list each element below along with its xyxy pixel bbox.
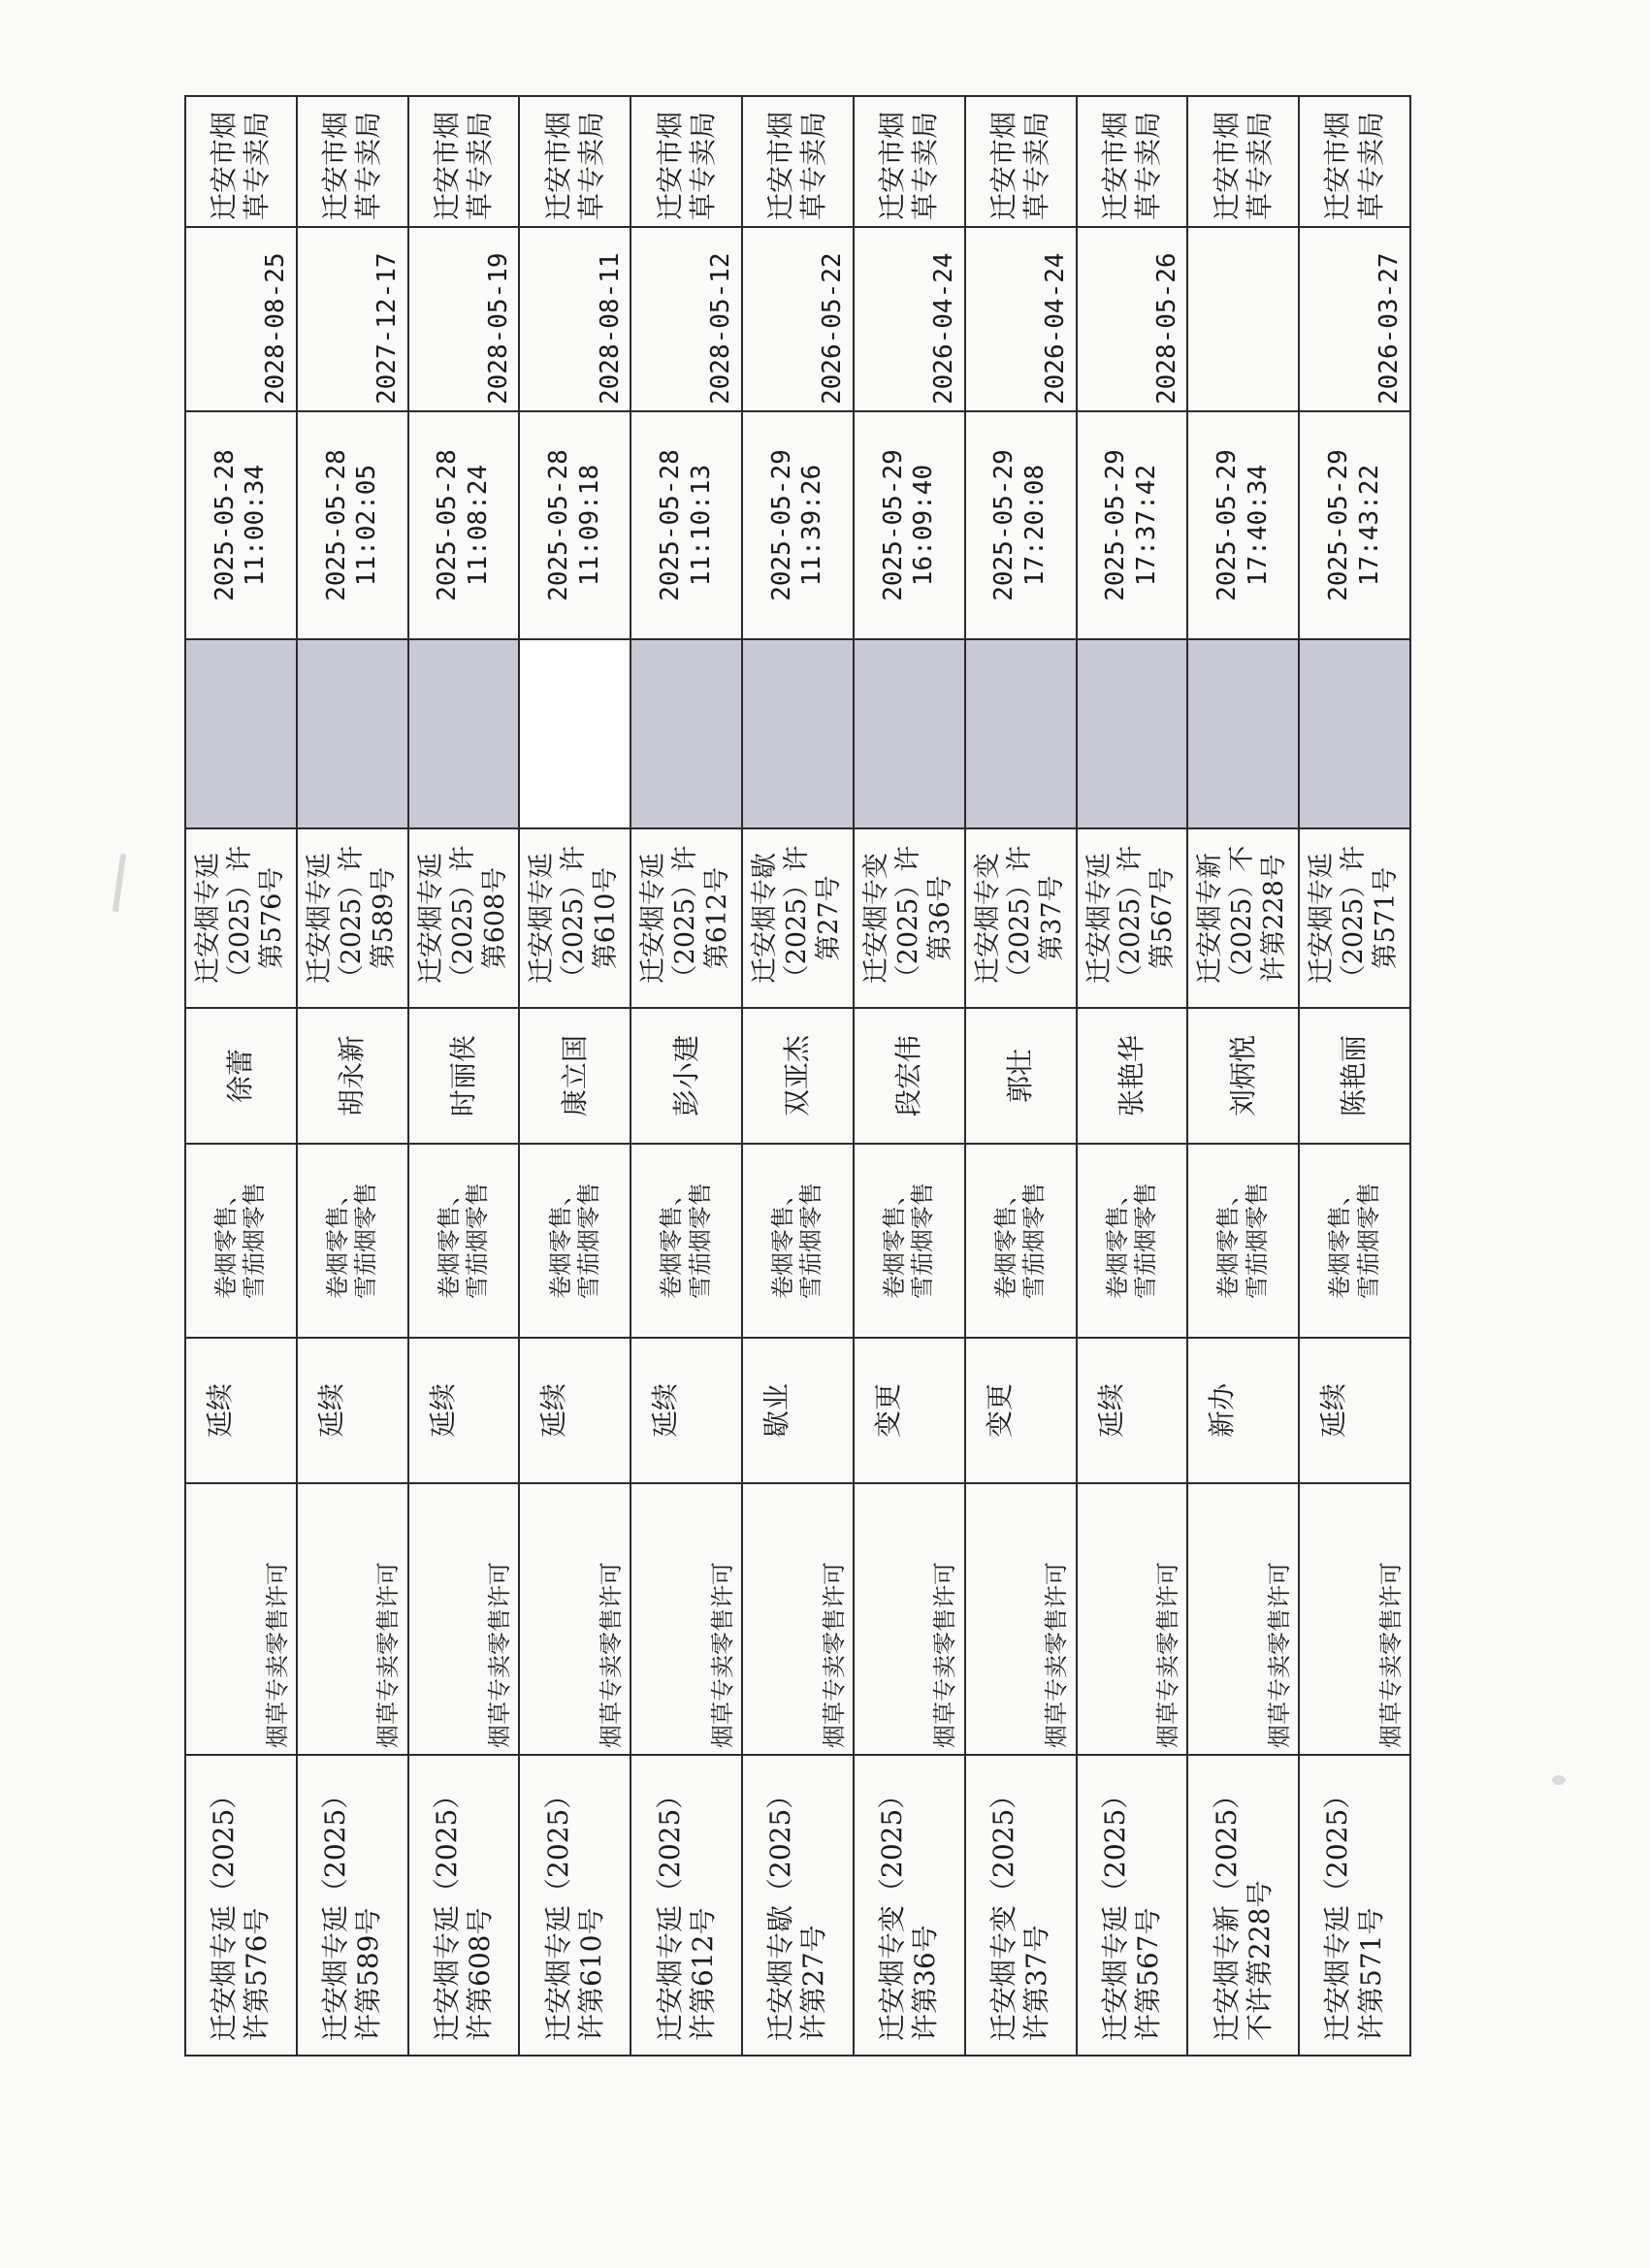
- authority-cell: 迁安市烟草专卖局: [297, 96, 408, 227]
- expiry-date-cell: [1187, 227, 1299, 411]
- holder-name-cell: 康立国: [519, 1008, 630, 1144]
- business-scope-cell: 卷烟零售、 雪茄烟零售: [519, 1144, 630, 1338]
- authority-cell: 迁安市烟草专卖局: [519, 96, 630, 227]
- table-row: [854, 96, 965, 2056]
- expiry-date-cell: 2028-08-25: [185, 227, 297, 411]
- decision-time-cell: 2025-05-28 11:09:18: [519, 411, 630, 639]
- license-number-cell: 迁安烟专歇（2025） 许第27号: [742, 1755, 854, 2056]
- permit-type-cell: 烟草专卖零售许可: [519, 1483, 630, 1755]
- license-number-cell: 迁安烟专延（2025） 许第567号: [1077, 1755, 1188, 2056]
- authority-cell: 迁安市烟草专卖局: [1187, 96, 1299, 227]
- permit-type-cell: 烟草专卖零售许可: [185, 1483, 297, 1755]
- authority-cell: 迁安市烟草专卖局: [630, 96, 742, 227]
- business-scope-cell: 卷烟零售、 雪茄烟零售: [742, 1144, 854, 1338]
- license-number-cell: 迁安烟专变（2025） 许第36号: [854, 1755, 965, 2056]
- authority-cell: 迁安市烟草专卖局: [1299, 96, 1410, 227]
- table-row: [965, 96, 1077, 2056]
- decision-number-cell: 迁安烟专变 （2025）许 第36号: [854, 828, 965, 1008]
- redacted-cell: [1187, 639, 1299, 828]
- redacted-cell: [519, 639, 630, 828]
- redacted-cell: [297, 639, 408, 828]
- table-row: [1077, 96, 1188, 2056]
- permit-type-cell: 烟草专卖零售许可: [408, 1483, 520, 1755]
- table-row: [408, 96, 520, 2056]
- decision-number-cell: 迁安烟专延 （2025）许 第612号: [630, 828, 742, 1008]
- expiry-date-cell: 2026-04-24: [965, 227, 1077, 411]
- holder-name-cell: 时丽侠: [408, 1008, 520, 1144]
- table-body: [185, 96, 1410, 2056]
- table-row: [519, 96, 630, 2056]
- redacted-cell: [185, 639, 297, 828]
- decision-number-cell: 迁安烟专变 （2025）许 第37号: [965, 828, 1077, 1008]
- authority-cell: 迁安市烟草专卖局: [854, 96, 965, 227]
- decision-time-cell: 2025-05-29 17:20:08: [965, 411, 1077, 639]
- action-cell: 延续: [1077, 1338, 1188, 1483]
- decision-time-cell: 2025-05-29 17:37:42: [1077, 411, 1188, 639]
- action-cell: 变更: [854, 1338, 965, 1483]
- action-cell: 延续: [185, 1338, 297, 1483]
- holder-name-cell: 陈艳丽: [1299, 1008, 1410, 1144]
- authority-cell: 迁安市烟草专卖局: [965, 96, 1077, 227]
- decision-time-cell: 2025-05-29 17:43:22: [1299, 411, 1410, 639]
- action-cell: 延续: [1299, 1338, 1410, 1483]
- action-cell: 延续: [297, 1338, 408, 1483]
- permit-type-cell: 烟草专卖零售许可: [965, 1483, 1077, 1755]
- permit-type-cell: 烟草专卖零售许可: [742, 1483, 854, 1755]
- holder-name-cell: 段宏伟: [854, 1008, 965, 1144]
- redacted-cell: [854, 639, 965, 828]
- business-scope-cell: 卷烟零售、 雪茄烟零售: [854, 1144, 965, 1338]
- license-table: [184, 95, 1411, 2057]
- redacted-cell: [630, 639, 742, 828]
- business-scope-cell: 卷烟零售、 雪茄烟零售: [185, 1144, 297, 1338]
- decision-time-cell: 2025-05-29 17:40:34: [1187, 411, 1299, 639]
- business-scope-cell: 卷烟零售、 雪茄烟零售: [1077, 1144, 1188, 1338]
- decision-time-cell: 2025-05-28 11:02:05: [297, 411, 408, 639]
- table-row: [297, 96, 408, 2056]
- expiry-date-cell: 2026-04-24: [854, 227, 965, 411]
- license-number-cell: 迁安烟专新（2025） 不许第228号: [1187, 1755, 1299, 2056]
- redacted-cell: [1299, 639, 1410, 828]
- decision-number-cell: 迁安烟专延 （2025）许 第567号: [1077, 828, 1188, 1008]
- license-number-cell: 迁安烟专变（2025） 许第37号: [965, 1755, 1077, 2056]
- expiry-date-cell: 2027-12-17: [297, 227, 408, 411]
- holder-name-cell: 彭小建: [630, 1008, 742, 1144]
- holder-name-cell: 胡永新: [297, 1008, 408, 1144]
- permit-type-cell: 烟草专卖零售许可: [1299, 1483, 1410, 1755]
- decision-number-cell: 迁安烟专新 （2025）不 许第228号: [1187, 828, 1299, 1008]
- scan-speck: [1552, 1775, 1566, 1785]
- decision-time-cell: 2025-05-29 16:09:40: [854, 411, 965, 639]
- license-number-cell: 迁安烟专延（2025） 许第589号: [297, 1755, 408, 2056]
- permit-type-cell: 烟草专卖零售许可: [1187, 1483, 1299, 1755]
- business-scope-cell: 卷烟零售、 雪茄烟零售: [965, 1144, 1077, 1338]
- license-number-cell: 迁安烟专延（2025） 许第610号: [519, 1755, 630, 2056]
- holder-name-cell: 徐蕾: [185, 1008, 297, 1144]
- business-scope-cell: 卷烟零售、 雪茄烟零售: [297, 1144, 408, 1338]
- authority-cell: 迁安市烟草专卖局: [1077, 96, 1188, 227]
- expiry-date-cell: 2028-05-12: [630, 227, 742, 411]
- authority-cell: 迁安市烟草专卖局: [742, 96, 854, 227]
- license-number-cell: 迁安烟专延（2025） 许第571号: [1299, 1755, 1410, 2056]
- table-row: [630, 96, 742, 2056]
- expiry-date-cell: 2026-03-27: [1299, 227, 1410, 411]
- business-scope-cell: 卷烟零售、 雪茄烟零售: [1299, 1144, 1410, 1338]
- redacted-cell: [408, 639, 520, 828]
- decision-time-cell: 2025-05-28 11:10:13: [630, 411, 742, 639]
- expiry-date-cell: 2026-05-22: [742, 227, 854, 411]
- table-row: [1299, 96, 1410, 2056]
- table-row: [1187, 96, 1299, 2056]
- expiry-date-cell: 2028-05-26: [1077, 227, 1188, 411]
- expiry-date-cell: 2028-08-11: [519, 227, 630, 411]
- decision-number-cell: 迁安烟专延 （2025）许 第610号: [519, 828, 630, 1008]
- holder-name-cell: 刘炳悦: [1187, 1008, 1299, 1144]
- permit-type-cell: 烟草专卖零售许可: [630, 1483, 742, 1755]
- decision-number-cell: 迁安烟专歇 （2025）许 第27号: [742, 828, 854, 1008]
- redacted-cell: [965, 639, 1077, 828]
- authority-cell: 迁安市烟草专卖局: [185, 96, 297, 227]
- decision-number-cell: 迁安烟专延 （2025）许 第571号: [1299, 828, 1410, 1008]
- business-scope-cell: 卷烟零售、 雪茄烟零售: [408, 1144, 520, 1338]
- redacted-cell: [1077, 639, 1188, 828]
- permit-type-cell: 烟草专卖零售许可: [297, 1483, 408, 1755]
- permit-type-cell: 烟草专卖零售许可: [854, 1483, 965, 1755]
- decision-time-cell: 2025-05-28 11:00:34: [185, 411, 297, 639]
- action-cell: 延续: [519, 1338, 630, 1483]
- holder-name-cell: 张艳华: [1077, 1008, 1188, 1144]
- business-scope-cell: 卷烟零售、 雪茄烟零售: [630, 1144, 742, 1338]
- table-row: [185, 96, 297, 2056]
- redacted-cell: [742, 639, 854, 828]
- action-cell: 新办: [1187, 1338, 1299, 1483]
- decision-time-cell: 2025-05-29 11:39:26: [742, 411, 854, 639]
- decision-number-cell: 迁安烟专延 （2025）许 第589号: [297, 828, 408, 1008]
- action-cell: 延续: [630, 1338, 742, 1483]
- expiry-date-cell: 2028-05-19: [408, 227, 520, 411]
- holder-name-cell: 郭壮: [965, 1008, 1077, 1144]
- action-cell: 变更: [965, 1338, 1077, 1483]
- permit-type-cell: 烟草专卖零售许可: [1077, 1483, 1188, 1755]
- decision-time-cell: 2025-05-28 11:08:24: [408, 411, 520, 639]
- license-number-cell: 迁安烟专延（2025） 许第612号: [630, 1755, 742, 2056]
- license-number-cell: 迁安烟专延（2025） 许第608号: [408, 1755, 520, 2056]
- decision-number-cell: 迁安烟专延 （2025）许 第576号: [185, 828, 297, 1008]
- table-row: [742, 96, 854, 2056]
- license-number-cell: 迁安烟专延（2025） 许第576号: [185, 1755, 297, 2056]
- authority-cell: 迁安市烟草专卖局: [408, 96, 520, 227]
- business-scope-cell: 卷烟零售、 雪茄烟零售: [1187, 1144, 1299, 1338]
- decision-number-cell: 迁安烟专延 （2025）许 第608号: [408, 828, 520, 1008]
- action-cell: 延续: [408, 1338, 520, 1483]
- holder-name-cell: 双亚杰: [742, 1008, 854, 1144]
- action-cell: 歇业: [742, 1338, 854, 1483]
